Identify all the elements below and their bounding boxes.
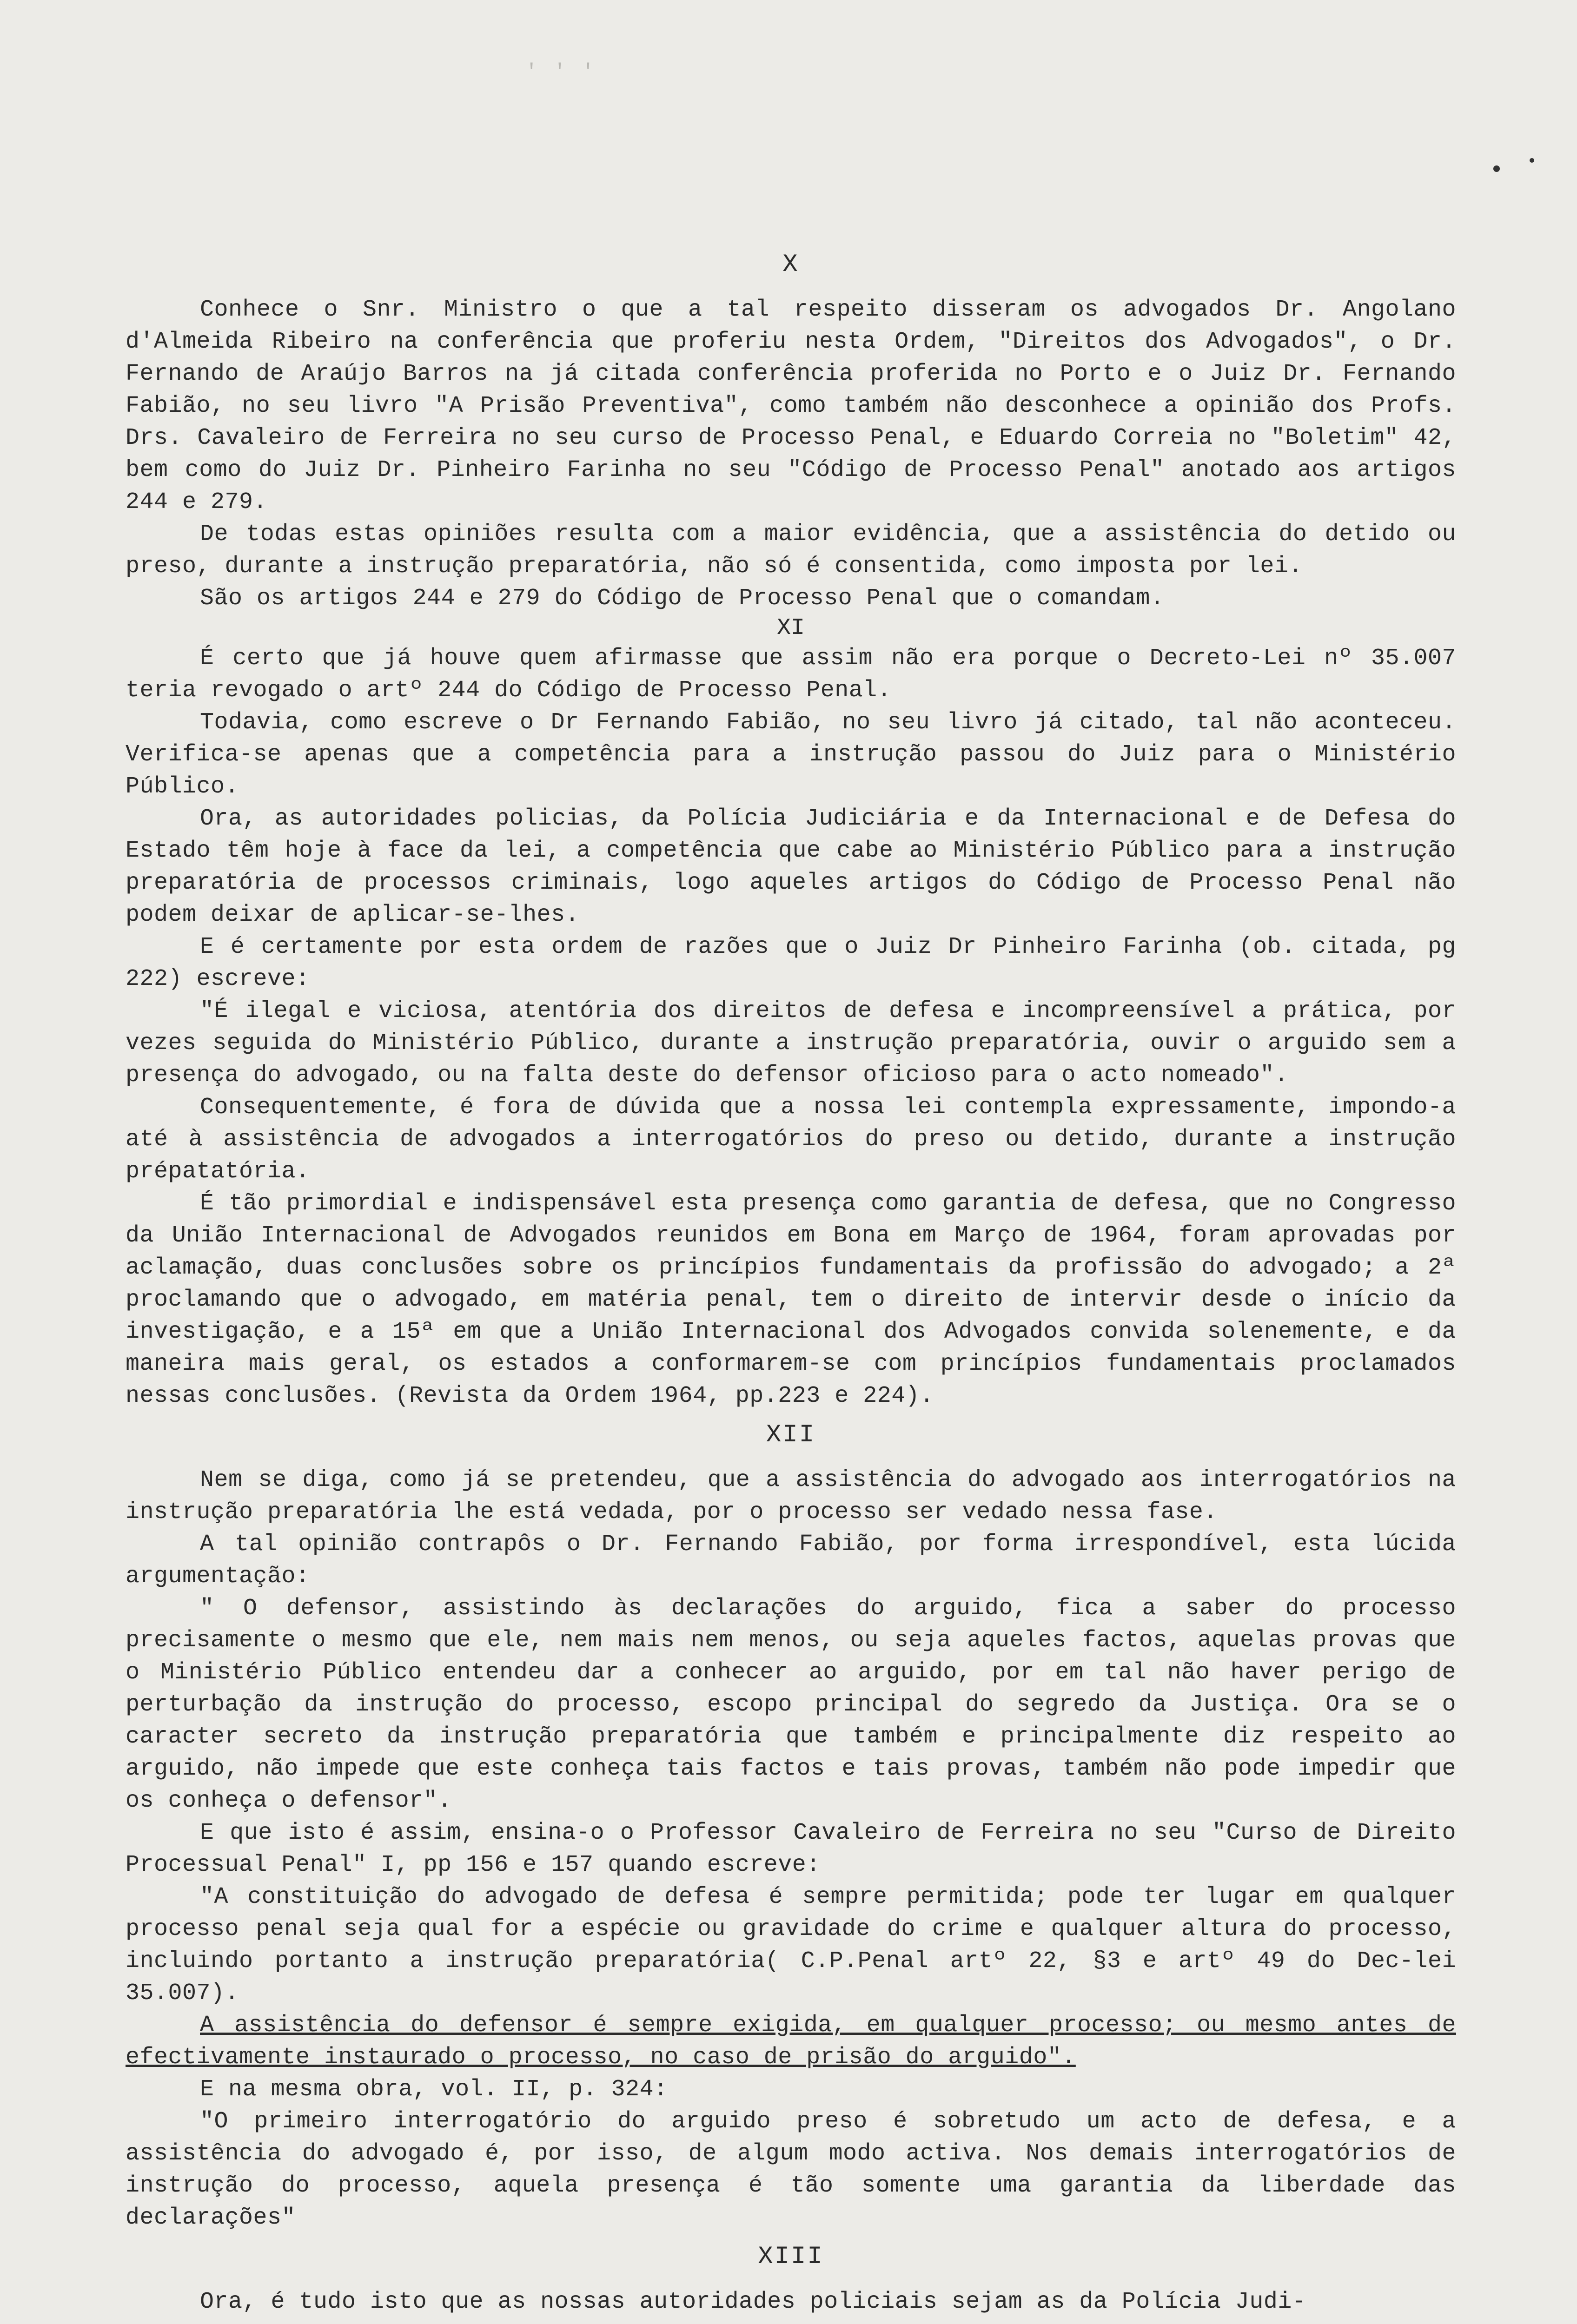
paragraph: Consequentemente, é fora de dúvida que a nossa lei contempla expressamente, impondo-a até à assistência de advogados a interrogatórios do preso ou detido, durante a instrução prépatatória.	[126, 1094, 1456, 1185]
quotation: "A constituição do advogado de defesa é sempre permitida; pode ter lugar em qualquer processo penal seja qual for a espécie ou gravidade do crime e qualquer altura do processo, incluindo portanto a instrução preparatória( C.P.Penal artº 22, §3 e artº 49 do Dec-lei 35.007).	[126, 1884, 1456, 2007]
paragraph: É tão primordial e indispensável esta presença como garantia de defesa, que no Congresso da União Internacional de Advogados reunidos em Bona em Março de 1964, foram aprovadas por aclamação, duas conclusões sobre os princípios fundamentais da profissão do advogado; a 2ª proclamando que o advogado, em matéria penal, tem o direito de intervir desde o início da investigação, e a 15ª em que a União Internacional dos Advogados convida solenemente, e da maneira mais geral, os estados a conformarem-se com princípios fundamentais proclamados nessas conclusões. (Revista da Ordem 1964, pp.223 e 224).	[126, 1190, 1456, 1409]
underlined-quotation: A assistência do defensor é sempre exigida, em qualquer processo; ou mesmo antes de efectivamente instaurado o processo, no caso de prisão do arguido".	[126, 2012, 1456, 2071]
page-smudge: ' ' '	[525, 60, 596, 84]
quotation: "O primeiro interrogatório do arguido preso é sobretudo um acto de defesa, e a assistência do advogado é, por isso, de algum modo activa. Nos demais interrogatórios de instrução do processo, aquela presença é tão somente uma garantia da liberdade das declarações"	[126, 2108, 1456, 2231]
paragraph: Conhece o Snr. Ministro o que a tal respeito disseram os advogados Dr. Angolano d'Almeida Ribeiro na conferência que proferiu nesta Ordem, "Direitos dos Advogados", o Dr. Fernando de Araújo Barros na já citada conferência proferida no Porto e o Juiz Dr. Fernando Fabião, no seu livro "A Prisão Preventiva", como também não desconhece a opinião dos Profs. Drs. Cavaleiro de Ferreira no seu curso de Processo Penal, e Eduardo Correia no "Boletim" 42, bem como do Juiz Dr. Pinheiro Farinha no seu "Código de Processo Penal" anotado aos artigos 244 e 279.	[126, 297, 1456, 515]
paragraph: Ora, as autoridades policias, da Polícia Judiciária e da Internacional e de Defesa do Estado têm hoje à face da lei, a competência que cabe ao Ministério Público para a instrução preparatória de processos criminais, logo aqueles artigos do Código de Processo Penal não podem deixar de aplicar-se-lhes.	[126, 805, 1456, 928]
paragraph: E na mesma obra, vol. II, p. 324:	[200, 2076, 668, 2103]
ink-dot	[1530, 158, 1534, 163]
section-heading-xiii: XIII	[758, 2243, 824, 2271]
paragraph: A tal opinião contrapôs o Dr. Fernando Fabião, por forma irrespondível, esta lúcida argumentação:	[126, 1531, 1456, 1590]
quotation: " O defensor, assistindo às declarações do arguido, fica a saber do processo precisamente o mesmo que ele, nem mais nem menos, ou seja aqueles factos, aquelas provas que o Ministério Público entendeu dar a conhecer ao arguido, por em tal não haver perigo de perturbação da instrução do processo, escopo principal do segredo da Justiça. Ora se o caracter secreto da instrução preparatória que também e principalmente diz respeito ao arguido, não impede que este conheça tais factos e tais provas, também não pode impedir que os conheça o defensor".	[126, 1595, 1456, 1814]
quotation: "É ilegal e viciosa, atentória dos direitos de defesa e incompreensível a prática, por vezes seguida do Ministério Público, durante a instrução preparatória, ouvir o arguido sem a presença do advogado, ou na falta deste do defensor oficioso para o acto nomeado".	[126, 998, 1456, 1089]
paragraph: Nem se diga, como já se pretendeu, que a assistência do advogado aos interrogatórios na instrução preparatória lhe está vedada, por o processo ser vedado nessa fase.	[126, 1467, 1456, 1525]
paragraph: De todas estas opiniões resulta com a maior evidência, que a assistência do detido ou preso, durante a instrução preparatória, não só é consentida, como imposta por lei.	[126, 521, 1456, 580]
paragraph: Ora, é tudo isto que as nossas autoridades policiais sejam as da Polícia Judi-	[200, 2289, 1306, 2315]
ink-dot	[1493, 165, 1500, 172]
paragraph: É certo que já houve quem afirmasse que assim não era porque o Decreto-Lei nº 35.007 teria revogado o artº 244 do Código de Processo Penal.	[126, 645, 1456, 704]
section-heading-xi: XI	[776, 615, 805, 641]
paragraph: São os artigos 244 e 279 do Código de Processo Penal que o comandam.	[200, 585, 1165, 612]
paragraph: E que isto é assim, ensina-o o Professor Cavaleiro de Ferreira no seu "Curso de Direito Processual Penal" I, pp 156 e 157 quando escreve:	[126, 1820, 1456, 1878]
section-heading-xii: XII	[766, 1421, 816, 1449]
paragraph: Todavia, como escreve o Dr Fernando Fabião, no seu livro já citado, tal não aconteceu. Verifica-se apenas que a competência para a instrução passou do Juiz para o Ministério Público.	[126, 709, 1456, 800]
paragraph: E é certamente por esta ordem de razões que o Juiz Dr Pinheiro Farinha (ob. citada, pg 222) escreve:	[126, 934, 1456, 992]
section-heading-x: X	[782, 251, 799, 279]
